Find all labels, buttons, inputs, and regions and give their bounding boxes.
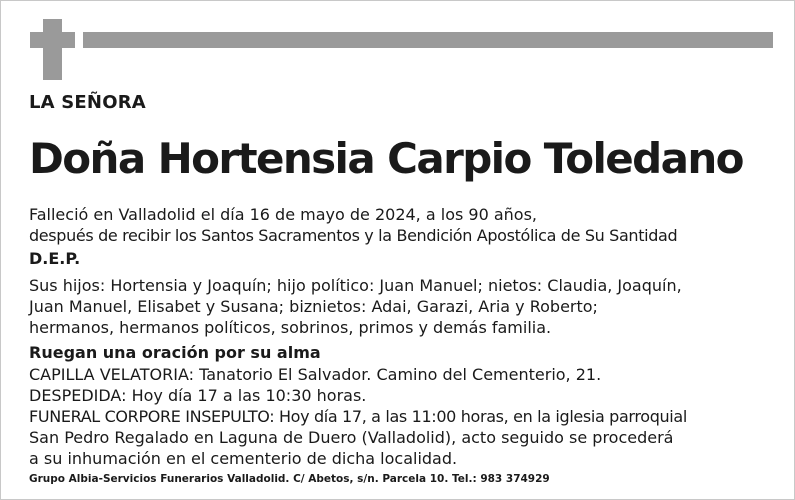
funeral-home-footer: Grupo Albia-Servicios Funerarios Valladolid. C/ Abetos, s/n. Parcela 10. Tel.: 983 374929	[29, 473, 550, 485]
cross-horizontal-bar	[30, 32, 75, 48]
family-line-2: Juan Manuel, Elisabet y Susana; biznietos: Adai, Garazi, Aria y Roberto;	[29, 297, 598, 316]
family-line-3: hermanos, hermanos políticos, sobrinos, primos y demás familia.	[29, 318, 552, 337]
honorific: LA SEÑORA	[29, 92, 146, 113]
death-line-1: Falleció en Valladolid el día 16 de mayo de 2024, a los 90 años,	[29, 205, 537, 224]
header-rule	[83, 32, 773, 48]
death-line-2: después de recibir los Santos Sacramentos y la Bendición Apostólica de Su Santidad	[29, 226, 678, 245]
services-line-4: San Pedro Regalado en Laguna de Duero (Valladolid), acto seguido se procederá	[29, 428, 674, 447]
services-line-1: CAPILLA VELATORIA: Tanatorio El Salvador. Camino del Cementerio, 21.	[29, 365, 602, 384]
services-line-5: a su inhumación en el cementerio de dicha localidad.	[29, 449, 458, 468]
services-line-2: DESPEDIDA: Hoy día 17 a las 10:30 horas.	[29, 386, 367, 405]
prayer-request: Ruegan una oración por su alma	[29, 343, 321, 362]
dep-label: D.E.P.	[29, 249, 81, 268]
cross-vertical-bar	[43, 19, 62, 80]
services-line-3: FUNERAL CORPORE INSEPULTO: Hoy día 17, a las 11:00 horas, en la iglesia parroquial	[29, 407, 687, 426]
deceased-name: Doña Hortensia Carpio Toledano	[29, 134, 743, 183]
family-line-1: Sus hijos: Hortensia y Joaquín; hijo político: Juan Manuel; nietos: Claudia, Joaquín,	[29, 276, 682, 295]
